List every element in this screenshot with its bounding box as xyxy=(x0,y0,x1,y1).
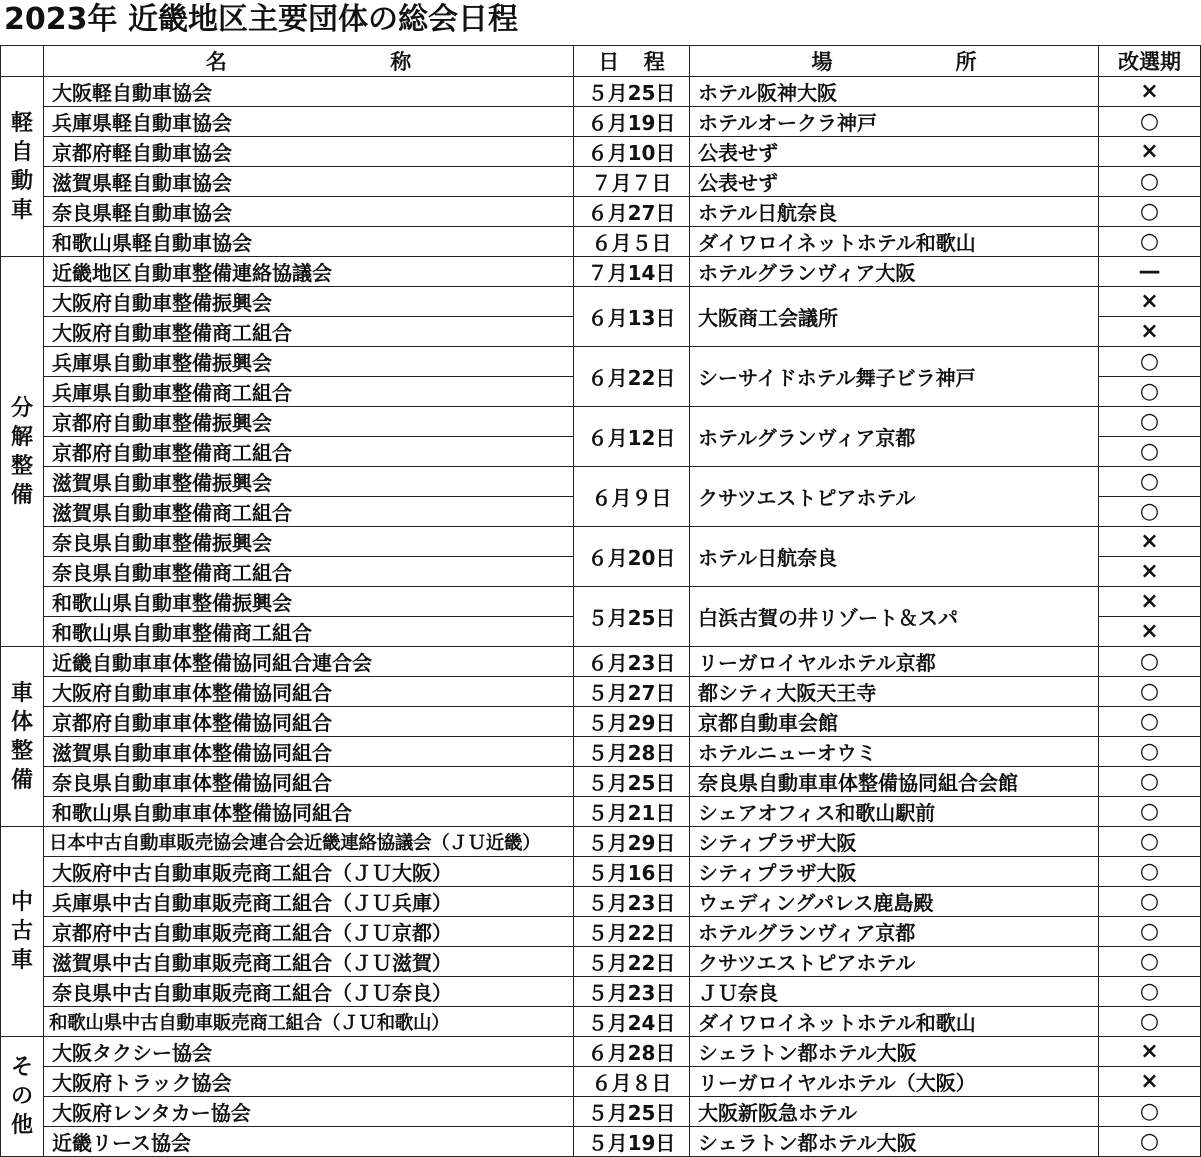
category-char: 中 xyxy=(10,890,33,915)
meeting-place: リーガロイヤルホテル京都 xyxy=(690,647,1099,677)
meeting-date: ６月13日 xyxy=(574,287,690,347)
organization-name: 近畿地区自動車整備連絡協議会 xyxy=(44,257,574,287)
election-mark: ○ xyxy=(1099,857,1201,887)
table-row xyxy=(1,857,1201,887)
organization-name: 和歌山県自動車車体整備協同組合 xyxy=(44,797,574,827)
category-char: 動 xyxy=(10,168,33,194)
meeting-date: ６月27日 xyxy=(574,197,690,227)
organization-name: 兵庫県軽自動車協会 xyxy=(44,107,574,137)
meeting-date: ７月７日 xyxy=(574,167,690,197)
organization-name: 近畿リース協会 xyxy=(44,1127,574,1157)
header-date xyxy=(574,46,690,77)
meeting-place: ホテルグランヴィア大阪 xyxy=(690,257,1099,287)
meeting-place: クサツエストピアホテル xyxy=(690,467,1099,527)
meeting-date: ５月21日 xyxy=(574,797,690,827)
election-mark: ○ xyxy=(1099,887,1201,917)
table-row xyxy=(1,407,1201,437)
table-row xyxy=(1,767,1201,797)
meeting-place: シェアオフィス和歌山駅前 xyxy=(690,797,1099,827)
election-mark: ○ xyxy=(1099,1097,1201,1127)
organization-name: 日本中古自動車販売協会連合会近畿連絡協議会（ＪＵ近畿） xyxy=(44,827,574,857)
table-row xyxy=(1,467,1201,497)
category-char: の xyxy=(10,1084,33,1109)
organization-name: 和歌山県自動車整備振興会 xyxy=(44,587,574,617)
meeting-place: シティプラザ大阪 xyxy=(690,857,1099,887)
election-mark: ○ xyxy=(1099,407,1201,437)
category-char: 備 xyxy=(10,767,33,793)
category-char: 解 xyxy=(10,424,33,450)
category-char: 自 xyxy=(10,139,33,165)
election-mark: ○ xyxy=(1099,1007,1201,1037)
meeting-place: ダイワロイネットホテル和歌山 xyxy=(690,1007,1099,1037)
meeting-date: ５月29日 xyxy=(574,707,690,737)
meeting-place: ホテルニューオウミ xyxy=(690,737,1099,767)
meeting-place: クサツエストピアホテル xyxy=(690,947,1099,977)
category-char: 整 xyxy=(10,453,33,479)
organization-name: 京都府自動車整備振興会 xyxy=(44,407,574,437)
election-mark: × xyxy=(1099,527,1201,557)
meeting-date: ６月22日 xyxy=(574,347,690,407)
header-date-char-2: 程 xyxy=(643,50,665,74)
table-row xyxy=(1,137,1201,167)
meeting-date: ５月25日 xyxy=(574,77,690,107)
election-mark: ○ xyxy=(1099,227,1201,257)
meeting-place: 京都自動車会館 xyxy=(690,707,1099,737)
category-char: 備 xyxy=(10,482,33,508)
table-row xyxy=(1,167,1201,197)
meeting-place: 公表せず xyxy=(690,167,1099,197)
election-mark: ○ xyxy=(1099,827,1201,857)
meeting-place: シティプラザ大阪 xyxy=(690,827,1099,857)
page-title: 2023年 近畿地区主要団体の総会日程 xyxy=(4,2,518,37)
category-char: 車 xyxy=(10,948,33,973)
category-char: 車 xyxy=(10,197,33,223)
meeting-date: ５月16日 xyxy=(574,857,690,887)
election-mark: ○ xyxy=(1099,767,1201,797)
organization-name: 大阪軽自動車協会 xyxy=(44,77,574,107)
meeting-date: ５月23日 xyxy=(574,977,690,1007)
meeting-date: ５月29日 xyxy=(574,827,690,857)
election-mark: ○ xyxy=(1099,437,1201,467)
election-mark: × xyxy=(1099,137,1201,167)
category-char: そ xyxy=(10,1055,33,1080)
election-mark: ○ xyxy=(1099,497,1201,527)
table-row xyxy=(1,197,1201,227)
meeting-date: ５月25日 xyxy=(574,1097,690,1127)
meeting-date: ５月24日 xyxy=(574,1007,690,1037)
meeting-place: ホテル日航奈良 xyxy=(690,197,1099,227)
organization-name: 滋賀県自動車車体整備協同組合 xyxy=(44,737,574,767)
election-mark: ○ xyxy=(1099,167,1201,197)
organization-name: 兵庫県自動車整備商工組合 xyxy=(44,377,574,407)
meeting-place: 奈良県自動車車体整備協同組合会館 xyxy=(690,767,1099,797)
meeting-date: ５月19日 xyxy=(574,1127,690,1157)
meeting-place: 公表せず xyxy=(690,137,1099,167)
table-row xyxy=(1,1007,1201,1037)
organization-name: 京都府中古自動車販売商工組合（ＪＵ京都） xyxy=(44,917,574,947)
table-row xyxy=(1,227,1201,257)
organization-name: 京都府自動車車体整備協同組合 xyxy=(44,707,574,737)
table-row xyxy=(1,1127,1201,1157)
organization-name: 大阪府トラック協会 xyxy=(44,1067,574,1097)
header-place xyxy=(690,46,1099,77)
meeting-date: ５月27日 xyxy=(574,677,690,707)
table-row xyxy=(1,947,1201,977)
header-election: 改選期 xyxy=(1099,46,1201,77)
category-char: 軽 xyxy=(10,110,33,136)
organization-name: 兵庫県自動車整備振興会 xyxy=(44,347,574,377)
table-row xyxy=(1,977,1201,1007)
category-cell xyxy=(1,257,44,647)
table-row xyxy=(1,707,1201,737)
meeting-date: ６月12日 xyxy=(574,407,690,467)
meeting-place: シェラトン都ホテル大阪 xyxy=(690,1127,1099,1157)
category-char: 他 xyxy=(10,1113,33,1138)
header-place-char-2: 所 xyxy=(955,50,977,74)
election-mark: × xyxy=(1099,1067,1201,1097)
meeting-place: ＪＵ奈良 xyxy=(690,977,1099,1007)
table-body xyxy=(1,77,1201,1157)
meeting-date: ５月22日 xyxy=(574,947,690,977)
meeting-date: ５月28日 xyxy=(574,737,690,767)
organization-name: 大阪府自動車整備振興会 xyxy=(44,287,574,317)
category-cell xyxy=(1,1037,44,1157)
meeting-date: ６月19日 xyxy=(574,107,690,137)
organization-name: 奈良県軽自動車協会 xyxy=(44,197,574,227)
meeting-place: リーガロイヤルホテル（大阪） xyxy=(690,1067,1099,1097)
election-mark: ○ xyxy=(1099,707,1201,737)
meeting-place: 大阪新阪急ホテル xyxy=(690,1097,1099,1127)
meeting-place: ホテル阪神大阪 xyxy=(690,77,1099,107)
meeting-date: ５月23日 xyxy=(574,887,690,917)
meeting-place: シーサイドホテル舞子ビラ神戸 xyxy=(690,347,1099,407)
category-char: 古 xyxy=(10,919,33,944)
organization-name: 奈良県自動車車体整備協同組合 xyxy=(44,767,574,797)
organization-name: 大阪府レンタカー協会 xyxy=(44,1097,574,1127)
category-char: 車 xyxy=(10,680,33,706)
election-mark: ○ xyxy=(1099,677,1201,707)
election-mark: × xyxy=(1099,287,1201,317)
organization-name: 奈良県自動車整備商工組合 xyxy=(44,557,574,587)
meeting-place: 都シティ大阪天王寺 xyxy=(690,677,1099,707)
table-row xyxy=(1,1097,1201,1127)
election-mark: ○ xyxy=(1099,917,1201,947)
meeting-place: ホテルオークラ神戸 xyxy=(690,107,1099,137)
organization-name: 滋賀県自動車整備振興会 xyxy=(44,467,574,497)
table-row xyxy=(1,797,1201,827)
category-cell xyxy=(1,77,44,257)
election-mark: ○ xyxy=(1099,107,1201,137)
election-mark: ○ xyxy=(1099,737,1201,767)
table-row xyxy=(1,107,1201,137)
organization-name: 滋賀県軽自動車協会 xyxy=(44,167,574,197)
election-mark: ○ xyxy=(1099,467,1201,497)
election-mark: ○ xyxy=(1099,797,1201,827)
election-mark: ○ xyxy=(1099,647,1201,677)
category-char: 体 xyxy=(10,709,33,735)
table-row xyxy=(1,587,1201,617)
header-name-char-1: 名 xyxy=(205,50,227,74)
table-row xyxy=(1,887,1201,917)
meeting-date: ５月25日 xyxy=(574,587,690,647)
meeting-place: ダイワロイネットホテル和歌山 xyxy=(690,227,1099,257)
meeting-place: 白浜古賀の井リゾート＆スパ xyxy=(690,587,1099,647)
meeting-date: ５月22日 xyxy=(574,917,690,947)
election-mark: × xyxy=(1099,557,1201,587)
organization-name: 京都府軽自動車協会 xyxy=(44,137,574,167)
meeting-date: ６月５日 xyxy=(574,227,690,257)
header-category xyxy=(1,46,44,77)
organization-name: 奈良県自動車整備振興会 xyxy=(44,527,574,557)
election-mark: × xyxy=(1099,587,1201,617)
organization-name: 奈良県中古自動車販売商工組合（ＪＵ奈良） xyxy=(44,977,574,1007)
table-row xyxy=(1,287,1201,317)
organization-name: 兵庫県中古自動車販売商工組合（ＪＵ兵庫） xyxy=(44,887,574,917)
header-name-char-2: 称 xyxy=(390,50,412,74)
table-row xyxy=(1,1037,1201,1067)
table-row xyxy=(1,677,1201,707)
meeting-date: ６月10日 xyxy=(574,137,690,167)
table-row xyxy=(1,347,1201,377)
meeting-place: 大阪商工会議所 xyxy=(690,287,1099,347)
table-row xyxy=(1,647,1201,677)
meeting-place: シェラトン都ホテル大阪 xyxy=(690,1037,1099,1067)
table-row xyxy=(1,257,1201,287)
organization-name: 大阪府中古自動車販売商工組合（ＪＵ大阪） xyxy=(44,857,574,887)
election-mark: × xyxy=(1099,617,1201,647)
organization-name: 滋賀県自動車整備商工組合 xyxy=(44,497,574,527)
meeting-date: ６月23日 xyxy=(574,647,690,677)
organization-name: 大阪府自動車車体整備協同組合 xyxy=(44,677,574,707)
schedule-table xyxy=(0,45,1201,1157)
election-mark: × xyxy=(1099,317,1201,347)
organization-name: 大阪タクシー協会 xyxy=(44,1037,574,1067)
category-char: 分 xyxy=(10,395,33,421)
table-row xyxy=(1,827,1201,857)
meeting-date: ６月８日 xyxy=(574,1067,690,1097)
header-place-char-1: 場 xyxy=(811,50,833,74)
meeting-place: ホテルグランヴィア京都 xyxy=(690,407,1099,467)
table-row xyxy=(1,917,1201,947)
header-name xyxy=(44,46,574,77)
header-date-char-1: 日 xyxy=(598,50,620,74)
election-mark: ○ xyxy=(1099,347,1201,377)
election-mark: ○ xyxy=(1099,977,1201,1007)
category-char: 整 xyxy=(10,738,33,764)
meeting-date: ６月28日 xyxy=(574,1037,690,1067)
table-header-row xyxy=(1,46,1201,77)
category-cell xyxy=(1,647,44,827)
table-row xyxy=(1,527,1201,557)
meeting-place: ウェディングパレス鹿島殿 xyxy=(690,887,1099,917)
organization-name: 京都府自動車整備商工組合 xyxy=(44,437,574,467)
election-mark: ○ xyxy=(1099,197,1201,227)
organization-name: 和歌山県中古自動車販売商工組合（ＪＵ和歌山） xyxy=(44,1007,574,1037)
election-mark: × xyxy=(1099,77,1201,107)
election-mark: ○ xyxy=(1099,377,1201,407)
table-row xyxy=(1,1067,1201,1097)
election-mark: ○ xyxy=(1099,947,1201,977)
meeting-date: ６月20日 xyxy=(574,527,690,587)
category-cell xyxy=(1,827,44,1037)
organization-name: 和歌山県軽自動車協会 xyxy=(44,227,574,257)
organization-name: 滋賀県中古自動車販売商工組合（ＪＵ滋賀） xyxy=(44,947,574,977)
meeting-date: ５月25日 xyxy=(574,767,690,797)
election-mark: — xyxy=(1099,257,1201,287)
election-mark: ○ xyxy=(1099,1127,1201,1157)
table-row xyxy=(1,737,1201,767)
table-row xyxy=(1,77,1201,107)
organization-name: 和歌山県自動車整備商工組合 xyxy=(44,617,574,647)
organization-name: 大阪府自動車整備商工組合 xyxy=(44,317,574,347)
meeting-date: ６月９日 xyxy=(574,467,690,527)
meeting-date: ７月14日 xyxy=(574,257,690,287)
organization-name: 近畿自動車車体整備協同組合連合会 xyxy=(44,647,574,677)
election-mark: × xyxy=(1099,1037,1201,1067)
meeting-place: ホテルグランヴィア京都 xyxy=(690,917,1099,947)
meeting-place: ホテル日航奈良 xyxy=(690,527,1099,587)
